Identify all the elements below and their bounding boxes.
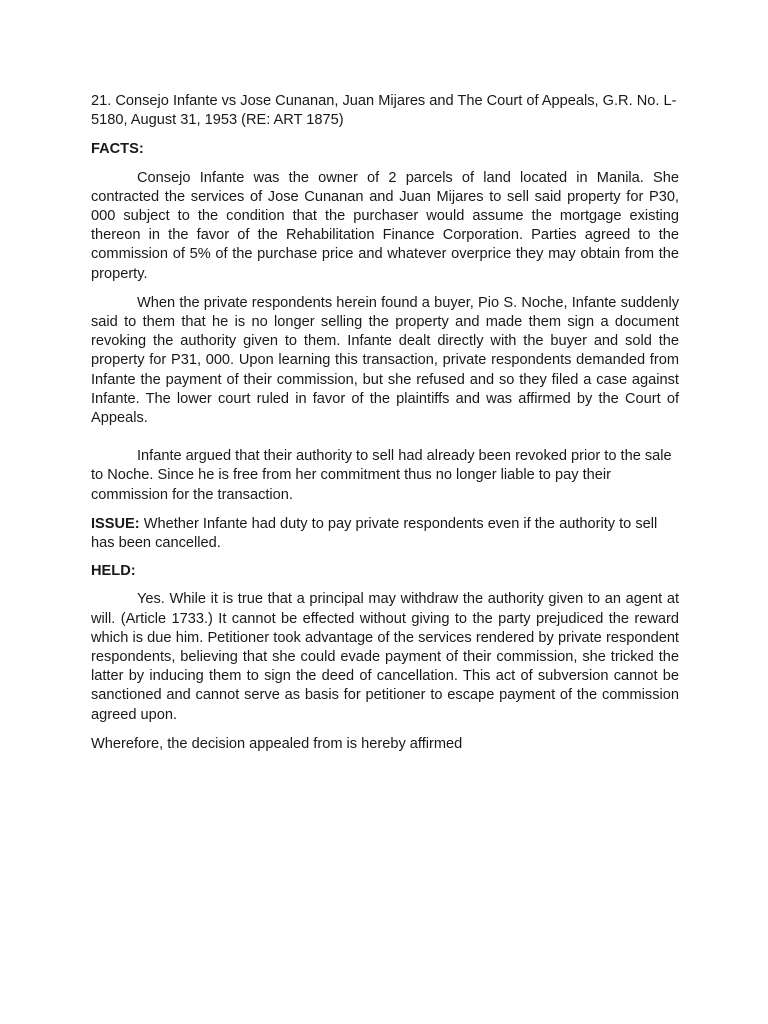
- held-paragraph: Yes. While it is true that a principal may withdraw the authority given to an agent at will. (Article 1733.) It cannot be effected without giving to the party prejudiced the reward which is due him. Petitioner took advantage of the services rendered by private respondent respondents, believing that she could evade payment of their commission, she tricked the latter by inducing them to sign the deed of cancellation. This act of subversion cannot be sanctioned and cannot serve as basis for petitioner to escape payment of the commission agreed upon.: [91, 591, 679, 723]
- facts-paragraph-2: When the private respondents herein found a buyer, Pio S. Noche, Infante suddenly said to them that he is no longer selling the property and made them sign a document revoking the authority given to them. Infante dealt directly with the buyer and sold the property for P31, 000. Upon learning this transaction, private respondents demanded from Infante the payment of their commission, but she refused and so they filed a case against Infante. The lower court ruled in favor of the plaintiffs and was affirmed by the Court of Appeals.: [91, 294, 679, 427]
- facts-paragraph-1: Consejo Infante was the owner of 2 parcels of land located in Manila. She contracted the services of Jose Cunanan and Juan Mijares to sell said property for P30, 000 subject to the condition that the purchaser would assume the mortgage existing thereon in the favor of the Rehabilitation Finance Corporation. Parties agreed to the commission of 5% of the purchase price and whatever overprice they may obtain from the property.: [91, 169, 679, 282]
- facts-paragraph-3: Infante argued that their authority to sell had already been revoked prior to the sale to Noche. Since he is free from her commitment thus no longer liable to pay their commission for the transaction.: [91, 448, 672, 503]
- issue-label: ISSUE:: [91, 515, 140, 532]
- issue-text: Whether Infante had duty to pay private respondents even if the authority to sell has been cancelled.: [91, 515, 658, 552]
- held-heading: HELD:: [91, 563, 136, 580]
- conclusion: Wherefore, the decision appealed from is hereby affirmed: [91, 735, 463, 752]
- issue-section: [91, 515, 679, 553]
- document-page: [91, 92, 679, 754]
- case-title: 21. Consejo Infante vs Jose Cunanan, Juan Mijares and The Court of Appeals, G.R. No. L-5180, August 31, 1953 (RE: ART 1875): [91, 93, 677, 129]
- facts-heading: FACTS:: [91, 141, 144, 158]
